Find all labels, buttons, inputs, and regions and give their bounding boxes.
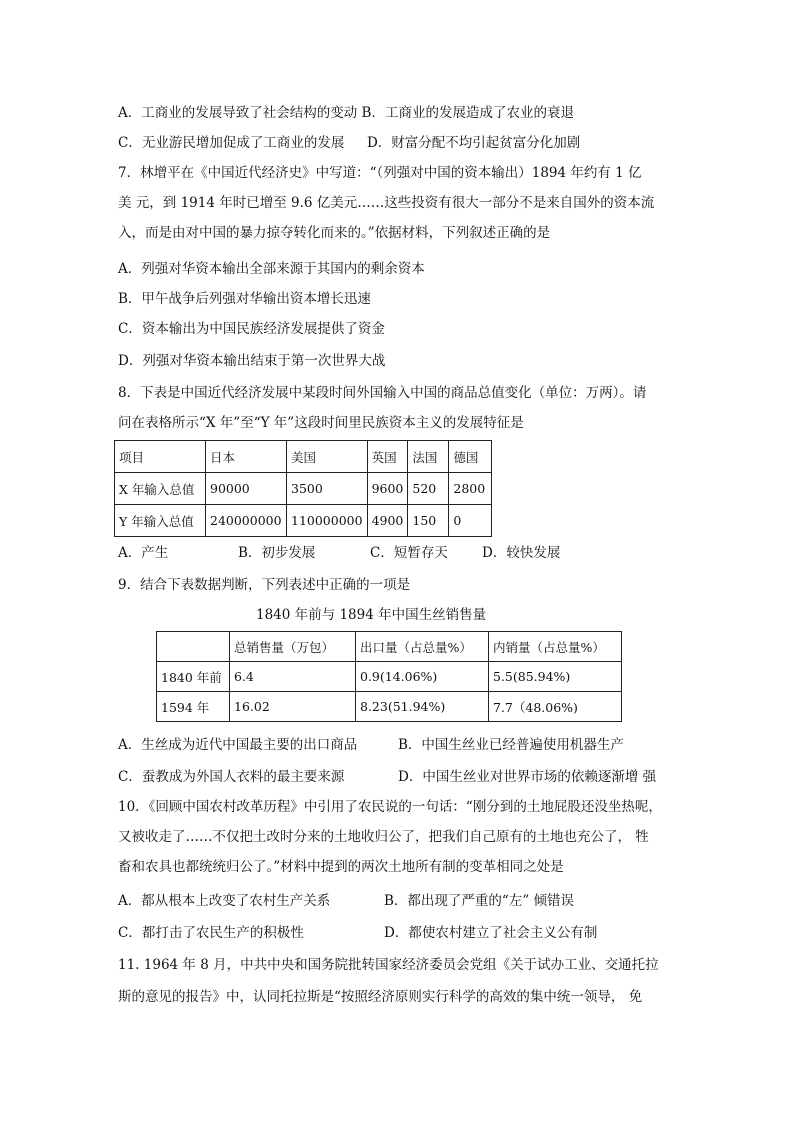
table-cell: 内销量（占总量%） — [489, 632, 622, 662]
table-cell: 日本 — [206, 441, 287, 473]
table-row — [157, 662, 622, 692]
q6-option-a: A．工商业的发展导致了社会结构的变动 — [118, 105, 358, 121]
q8-stem-line-1: 8．下表是中国近代经济发展中某段时间外国输入中国的商品总值变化（单位：万两）。请 — [118, 385, 647, 401]
table-row — [157, 692, 622, 722]
table-cell: 德国 — [449, 441, 492, 473]
q6-option-d: D．财富分配不均引起贫富分化加剧 — [366, 135, 581, 151]
q7-option-d: D．列强对华资本输出结束于第一次世界大战 — [118, 353, 386, 369]
table-cell: 美国 — [287, 441, 368, 473]
table-cell: 英国 — [367, 441, 408, 473]
table-cell: 1840 年前 — [157, 662, 230, 692]
q9-option-d: D．中国生丝业对世界市场的依赖逐渐增 强 — [398, 769, 657, 785]
table-cell: 0 — [449, 505, 492, 537]
table-cell — [157, 632, 230, 662]
q8-option-d: D．较快发展 — [482, 545, 561, 561]
q8-option-b: B．初步发展 — [238, 545, 316, 561]
q9-stem: 9．结合下表数据判断，下列表述中正确的一项是 — [118, 577, 411, 593]
table-cell: 520 — [408, 473, 449, 505]
q11-stem-line-2: 斯的意见的报告》中，认同托拉斯是“按照经济原则实行科学的高效的集中统一领导， 免 — [118, 989, 643, 1005]
table-cell: 1594 年 — [157, 692, 230, 722]
q8-option-a: A．产生 — [118, 545, 169, 561]
q7-option-b: B．甲午战争后列强对华输出资本增长迅速 — [118, 291, 371, 307]
table-cell: 4900 — [367, 505, 408, 537]
table-cell: 110000000 — [287, 505, 368, 537]
q6-options-row-2 — [118, 134, 580, 152]
q8-option-c: C．短暂存天 — [370, 545, 448, 561]
q9-option-b: B．中国生丝业已经普遍使用机器生产 — [398, 737, 624, 753]
table-header-row — [115, 441, 492, 473]
table-cell: X 年输入总值 — [115, 473, 206, 505]
table-cell: 90000 — [206, 473, 287, 505]
q10-options-row-1 — [118, 892, 574, 910]
q6-options-row-1 — [118, 104, 574, 122]
table-cell: 2800 — [449, 473, 492, 505]
q7-stem-line-2: 美 元，到 1914 年时已增至 9.6 亿美元……这些投资有很大一部分不是来自国外的资本流 — [118, 195, 655, 211]
table-header-row — [157, 632, 622, 662]
q9-table-title: 1840 年前与 1894 年中国生丝销售量 — [256, 607, 487, 623]
table-cell: 0.9(14.06%) — [356, 662, 489, 692]
table-cell: 3500 — [287, 473, 368, 505]
q9-option-a: A．生丝成为近代中国最主要的出口商品 — [118, 737, 358, 753]
q10-stem-line-2: 又被收走了……不仅把土改时分来的土地收归公了，把我们自己原有的土地也充公了， 牲 — [118, 829, 649, 845]
q9-silk-table — [156, 631, 622, 722]
q10-stem-line-1: 10．《回顾中国农村改革历程》中引用了农民说的一句话：“刚分到的土地屁股还没坐热呢， — [118, 799, 662, 815]
q10-stem-line-3: 畜和农具也都统统归公了。”材料中提到的两次土地所有制的变革相同之处是 — [118, 859, 564, 875]
q10-option-b: B．都出现了严重的“左” 倾错误 — [384, 893, 575, 909]
q7-stem-line-1: 7．林增平在《中国近代经济史》中写道：“（列强对中国的资本输出）1894 年约有 1 亿 — [118, 165, 642, 181]
table-cell: 5.5(85.94%) — [489, 662, 622, 692]
q9-option-c: C．蚕教成为外国人衣料的最主要来源 — [118, 769, 345, 785]
q10-options-row-2 — [118, 924, 597, 942]
table-cell: 150 — [408, 505, 449, 537]
q10-option-a: A．都从根本上改变了农村生产关系 — [118, 893, 331, 909]
q8-options-row — [118, 544, 560, 562]
q10-option-d: D．都使农村建立了社会主义公有制 — [384, 925, 598, 941]
table-cell: 6.4 — [230, 662, 356, 692]
q8-import-table — [114, 440, 492, 537]
q11-stem-line-1: 11. 1964 年 8 月，中共中央和国务院批转国家经济委员会党组《关于试办工业、交通托拉 — [118, 957, 659, 973]
table-cell: Y 年输入总值 — [115, 505, 206, 537]
table-cell: 8.23(51.94%) — [356, 692, 489, 722]
q7-option-c: C．资本输出为中国民族经济发展提供了资金 — [118, 321, 385, 337]
table-cell: 法国 — [408, 441, 449, 473]
table-cell: 项目 — [115, 441, 206, 473]
table-cell: 出口量（占总量%） — [356, 632, 489, 662]
table-cell: 16.02 — [230, 692, 356, 722]
q10-option-c: C．都打击了农民生产的积极性 — [118, 925, 304, 941]
table-cell: 总销售量（万包） — [230, 632, 356, 662]
q9-options-row-1 — [118, 736, 624, 754]
table-cell: 7.7（48.06%) — [489, 692, 622, 722]
table-row — [115, 505, 492, 537]
q6-option-c: C．无业游民增加促成了工商业的发展 — [118, 135, 345, 151]
q7-option-a: A．列强对华资本输出全部来源于其国内的剩余资本 — [118, 261, 425, 277]
q9-options-row-2 — [118, 768, 656, 786]
table-cell: 240000000 — [206, 505, 287, 537]
table-row — [115, 473, 492, 505]
q8-stem-line-2: 问在表格所示“X 年”至“Y 年”这段时间里民族资本主义的发展特征是 — [118, 415, 524, 431]
q7-stem-line-3: 入，而是由对中国的暴力掠夺转化而来的。”依据材料，下列叙述正确的是 — [118, 225, 551, 241]
q6-option-b: B．工商业的发展造成了农业的衰退 — [361, 105, 574, 121]
table-cell: 9600 — [367, 473, 408, 505]
